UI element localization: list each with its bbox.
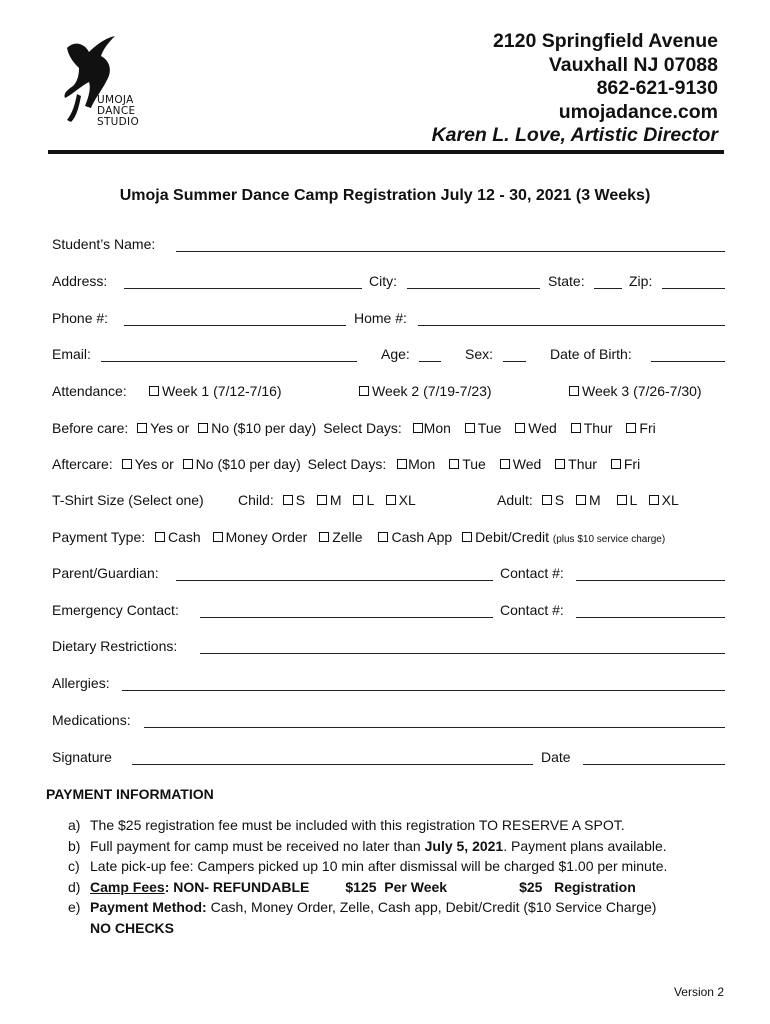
child-m-label: M (329, 492, 342, 508)
after-fri-checkbox[interactable] (611, 459, 621, 469)
signature-label: Signature (52, 749, 112, 765)
no-checks-note: NO CHECKS (90, 919, 175, 936)
adult-m-label: M (588, 492, 601, 508)
debit-credit-label: Debit/Credit (475, 529, 549, 545)
child-l-checkbox[interactable] (353, 495, 363, 505)
child-size-group (238, 492, 416, 508)
before-wed-label: Wed (528, 420, 557, 436)
phone-field[interactable] (124, 325, 346, 326)
aftercare-yes-checkbox[interactable] (122, 459, 132, 469)
item-text (90, 836, 667, 857)
item-text (90, 897, 656, 918)
email-field[interactable] (101, 361, 357, 362)
non-refundable-label: : NON- REFUNDABLE (164, 878, 310, 895)
before-mon-checkbox[interactable] (413, 423, 423, 433)
cash-app-label: Cash App (391, 529, 453, 545)
service-charge-note: (plus $10 service charge) (552, 534, 666, 545)
aftercare-no-checkbox[interactable] (183, 459, 193, 469)
week3-label: Week 3 (7/26-7/30) (582, 383, 702, 399)
state-field[interactable] (594, 288, 622, 289)
adult-xl-label: XL (661, 492, 679, 508)
adult-m-checkbox[interactable] (576, 495, 586, 505)
parent-contact-label: Contact #: (500, 565, 564, 581)
debit-credit-checkbox[interactable] (462, 532, 472, 542)
item-text-part: Full payment for camp must be received no later than (90, 837, 425, 854)
adult-xl-checkbox[interactable] (649, 495, 659, 505)
zelle-checkbox[interactable] (319, 532, 329, 542)
item-letter: b) (68, 837, 81, 854)
cash-app-checkbox[interactable] (378, 532, 388, 542)
artistic-director: Karen L. Love, Artistic Director (431, 124, 718, 146)
studio-contact-block (432, 30, 718, 148)
after-mon-label: Mon (408, 456, 436, 472)
signature-field[interactable] (132, 764, 533, 765)
medications-field[interactable] (144, 727, 725, 728)
logo-line-1: UMOJA (97, 94, 134, 106)
child-label: Child: (238, 492, 274, 508)
zip-label: Zip: (629, 273, 653, 289)
studio-logo (55, 36, 175, 136)
week1-checkbox[interactable] (149, 386, 159, 396)
child-s-label: S (295, 492, 306, 508)
phone-number: 862-621-9130 (596, 77, 718, 99)
week2-option[interactable] (359, 383, 492, 399)
after-tue-label: Tue (462, 456, 486, 472)
week1-option[interactable] (149, 383, 282, 399)
website: umojadance.com (558, 100, 718, 123)
emergency-contact-field[interactable] (576, 617, 725, 618)
before-care-label: Before care: (52, 420, 129, 436)
attendance-label: Attendance: (52, 383, 127, 399)
age-field[interactable] (419, 361, 441, 362)
before-thur-checkbox[interactable] (571, 423, 581, 433)
dietary-field[interactable] (200, 653, 725, 654)
street-address: 2120 Springfield Avenue (492, 30, 718, 52)
payment-info-heading: PAYMENT INFORMATION (46, 786, 214, 802)
before-care-row (52, 420, 656, 436)
child-s-checkbox[interactable] (283, 495, 293, 505)
item-letter: e) (68, 899, 81, 915)
item-letter: c) (68, 858, 80, 874)
tshirt-label: T-Shirt Size (Select one) (52, 492, 204, 508)
zip-field[interactable] (662, 288, 725, 289)
child-xl-checkbox[interactable] (386, 495, 396, 505)
age-label: Age: (381, 346, 410, 362)
before-thur-label: Thur (583, 420, 613, 436)
before-fri-checkbox[interactable] (626, 423, 636, 433)
after-mon-checkbox[interactable] (397, 459, 407, 469)
medications-label: Medications: (52, 712, 131, 728)
list-item (68, 836, 667, 857)
registration-fee: $25 Registration (519, 878, 636, 895)
after-thur-label: Thur (568, 456, 597, 472)
home-phone-label: Home #: (354, 310, 407, 326)
parent-label: Parent/Guardian: (52, 565, 159, 581)
week2-label: Week 2 (7/19-7/23) (372, 383, 492, 399)
sex-label: Sex: (465, 346, 494, 362)
home-phone-field[interactable] (418, 325, 725, 326)
item-text: The $25 registration fee must be included with this registration TO RESERVE A SPOT. (90, 817, 625, 833)
logo-line-2: DANCE (97, 105, 136, 117)
cash-checkbox[interactable] (155, 532, 165, 542)
before-care-no-checkbox[interactable] (198, 423, 208, 433)
week3-option[interactable] (569, 383, 702, 399)
date-label: Date (541, 749, 571, 765)
form-title: Umoja Summer Dance Camp Registration July 12 - 30, 2021 (3 Weeks) (119, 187, 651, 204)
city-field[interactable] (407, 288, 540, 289)
payment-type-row (52, 529, 665, 545)
emergency-contact-label: Contact #: (500, 602, 564, 618)
adult-size-group (497, 492, 679, 508)
student-name-label: Student’s Name: (52, 236, 156, 252)
parent-contact-field[interactable] (576, 580, 725, 581)
city-address: Vauxhall NJ 07088 (548, 53, 718, 76)
cash-label: Cash (168, 529, 201, 545)
state-label: State: (548, 273, 585, 289)
after-wed-checkbox[interactable] (500, 459, 510, 469)
list-item (68, 897, 667, 918)
before-care-yes-checkbox[interactable] (137, 423, 147, 433)
payment-method-label: Payment Method: (90, 899, 207, 915)
version-label: Version 2 (673, 985, 724, 999)
emergency-label: Emergency Contact: (52, 602, 179, 618)
before-fri-label: Fri (639, 420, 656, 436)
weekly-fee: $125 Per Week (345, 878, 448, 895)
item-text: Late pick-up fee: Campers picked up 10 min after dismissal will be charged $1.00 per minute. (90, 858, 668, 874)
payment-deadline: July 5, 2021 (424, 837, 504, 854)
sex-field[interactable] (503, 361, 526, 362)
aftercare-yes-label: Yes or (134, 456, 174, 472)
adult-s-checkbox[interactable] (542, 495, 552, 505)
child-m-checkbox[interactable] (317, 495, 327, 505)
money-order-label: Money Order (225, 529, 308, 545)
dob-field[interactable] (651, 361, 725, 362)
adult-l-checkbox[interactable] (617, 495, 627, 505)
student-name-field[interactable] (176, 251, 725, 252)
adult-l-label: L (629, 492, 637, 508)
list-item (68, 856, 667, 877)
item-text (90, 877, 636, 898)
item-letter: d) (68, 878, 81, 895)
after-thur-checkbox[interactable] (555, 459, 565, 469)
address-label: Address: (52, 273, 108, 289)
aftercare-days-label: Select Days: (307, 456, 387, 472)
date-field[interactable] (583, 764, 725, 765)
allergies-label: Allergies: (52, 675, 110, 691)
item-letter: a) (68, 817, 81, 833)
after-wed-label: Wed (512, 456, 542, 472)
aftercare-label: Aftercare: (52, 456, 113, 472)
adult-label: Adult: (497, 492, 533, 508)
aftercare-no-label: No ($10 per day) (195, 456, 301, 472)
logo-wordmark (97, 95, 139, 128)
dietary-label: Dietary Restrictions: (52, 638, 178, 654)
adult-s-label: S (554, 492, 565, 508)
camp-fees-label: Camp Fees (90, 878, 165, 895)
before-care-yes-label: Yes or (150, 420, 190, 436)
aftercare-row (52, 456, 640, 472)
city-label: City: (369, 273, 397, 289)
money-order-checkbox[interactable] (213, 532, 223, 542)
payment-info-list (68, 815, 667, 938)
allergies-field[interactable] (122, 690, 725, 691)
child-l-label: L (366, 492, 374, 508)
parent-field[interactable] (176, 580, 493, 581)
before-care-no-label: No ($10 per day) (211, 420, 317, 436)
item-text-part: . Payment plans available. (503, 837, 667, 854)
before-care-days-label: Select Days: (323, 420, 402, 436)
emergency-field[interactable] (200, 617, 493, 618)
before-tue-checkbox[interactable] (465, 423, 475, 433)
dob-label: Date of Birth: (550, 346, 632, 362)
before-tue-label: Tue (477, 420, 502, 436)
list-item (68, 918, 667, 939)
payment-type-label: Payment Type: (52, 529, 146, 545)
list-item (68, 815, 667, 836)
week2-checkbox[interactable] (359, 386, 369, 396)
phone-label: Phone #: (52, 310, 109, 326)
logo-line-3: STUDIO (97, 116, 140, 128)
child-xl-label: XL (398, 492, 416, 508)
week3-checkbox[interactable] (569, 386, 579, 396)
payment-method-text: Cash, Money Order, Zelle, Cash app, Debit/Credit ($10 Service Charge) (206, 899, 657, 915)
week1-label: Week 1 (7/12-7/16) (162, 383, 282, 399)
after-tue-checkbox[interactable] (449, 459, 459, 469)
after-fri-label: Fri (623, 456, 641, 472)
zelle-label: Zelle (332, 529, 363, 545)
before-mon-label: Mon (423, 420, 451, 436)
address-field[interactable] (124, 288, 362, 289)
email-label: Email: (52, 346, 91, 362)
list-item (68, 877, 667, 898)
header-divider (48, 150, 724, 154)
before-wed-checkbox[interactable] (515, 423, 525, 433)
